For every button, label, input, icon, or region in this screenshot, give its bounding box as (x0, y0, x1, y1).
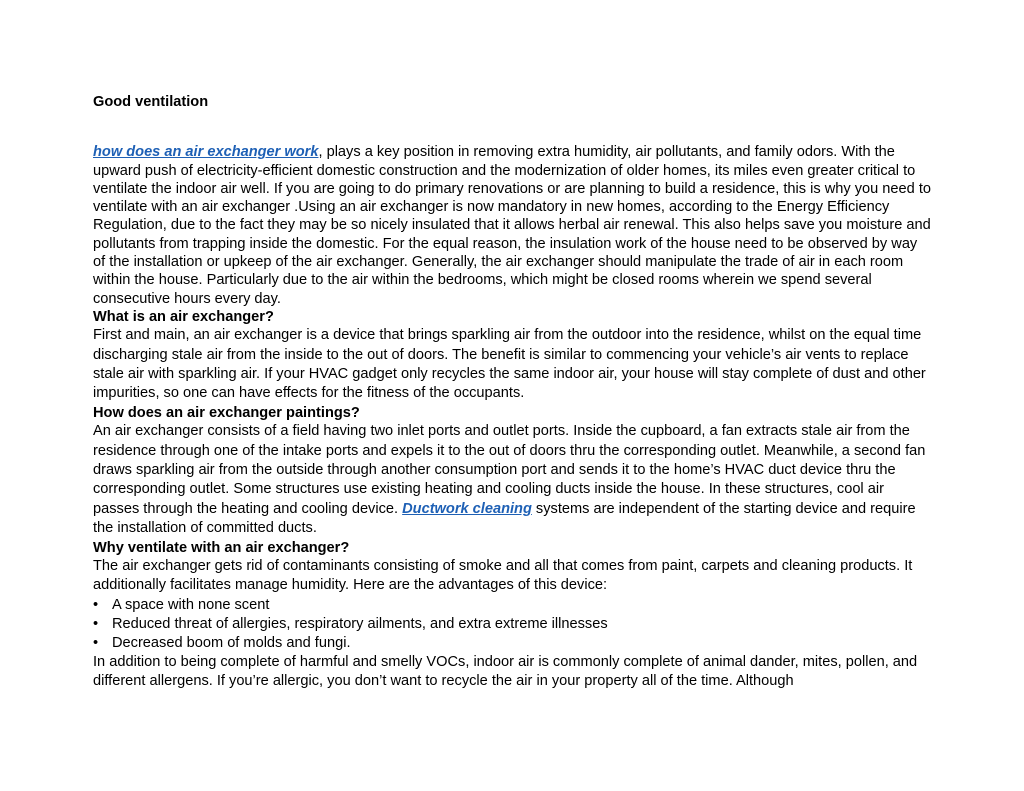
section-text-why-ventilate: The air exchanger gets rid of contaminants consisting of smoke and all that comes from paint, carpets and cleaning products. It additionally facilitates manage humidity. Here are the advantages of this device: (93, 557, 913, 594)
section-text-what-is: First and main, an air exchanger is a device that brings sparkling air from the outdoor into the residence, whilst on the equal time discharging stale air from the inside to the out of doors. The benefit is similar to commencing your vehicle’s air vents to replace stale air with sparkling air. If your HVAC gadget only recycles the same indoor air, your house will stay complete of dust and other impurities, so one can have effects for the fitness of the occupants. (93, 327, 926, 402)
document-page (93, 93, 933, 692)
section-text-how-does (93, 422, 933, 538)
intro-paragraph (93, 143, 933, 308)
bullet-icon: • (93, 615, 99, 632)
air-exchanger-link[interactable]: how does an air exchanger work (93, 144, 319, 161)
list-item (93, 634, 933, 653)
section-text-how-does-part2: systems are independent of the starting device and require the installation of committed ducts. (93, 500, 916, 537)
advantages-list (93, 596, 933, 653)
intro-text: , plays a key position in removing extra humidity, air pollutants, and family odors. With the upward push of electricity-efficient domestic construction and the modernization of older homes, its miles even greater critical to ventilate the indoor air well. If you are going to do primary renovations or are planning to build a residence, this is why you need to ventilate with an air exchanger .Using an air exchanger is now mandatory in new homes, according to the Energy Efficiency Regulation, due to the fact they may be so nicely insulated that it allows herbal air renewal. This also helps save you moisture and pollutants from trapping inside the domestic. For the equal reason, the insulation work of the house need to be observed by way of the installation or upkeep of the air exchanger. Generally, the air exchanger should manipulate the trade of air in each room within the house. Particularly due to the air within the bedrooms, which might be closed rooms wherein we spend several consecutive hours every day. (93, 144, 932, 307)
section-heading-why-ventilate: Why ventilate with an air exchanger? (93, 539, 350, 556)
section-text-how-does-part1: An air exchanger consists of a field having two inlet ports and outlet ports. Inside the cupboard, a fan extracts stale air from the residence through one of the intake ports and expels it to the out of doors thru the corresponding outlet. Meanwhile, a second fan draws sparkling air from the outside through another consumption port and sends it to the home’s HVAC duct device thru the corresponding outlet. Some structures use existing heating and cooling ducts inside the house. In these structures, cool air passes through the heating and cooling device. (93, 423, 926, 517)
section-heading-how-does: How does an air exchanger paintings? (93, 404, 360, 421)
list-item-text: A space with none scent (112, 596, 270, 613)
section-heading-what-is: What is an air exchanger? (93, 308, 274, 325)
ductwork-cleaning-link[interactable]: Ductwork cleaning (402, 500, 532, 517)
list-item (93, 596, 933, 615)
closing-paragraph: In addition to being complete of harmful and smelly VOCs, indoor air is commonly complete of animal dander, mites, pollen, and different allergens. If you’re allergic, you don’t want to recycle the air in your property all of the time. Although (93, 653, 918, 690)
bullet-icon: • (93, 634, 99, 651)
list-item-text: Reduced threat of allergies, respiratory ailments, and extra extreme illnesses (112, 615, 608, 632)
bullet-icon: • (93, 596, 99, 613)
spacer (93, 111, 933, 143)
list-item-text: Decreased boom of molds and fungi. (112, 634, 351, 651)
list-item (93, 615, 933, 634)
document-title: Good ventilation (93, 94, 209, 110)
